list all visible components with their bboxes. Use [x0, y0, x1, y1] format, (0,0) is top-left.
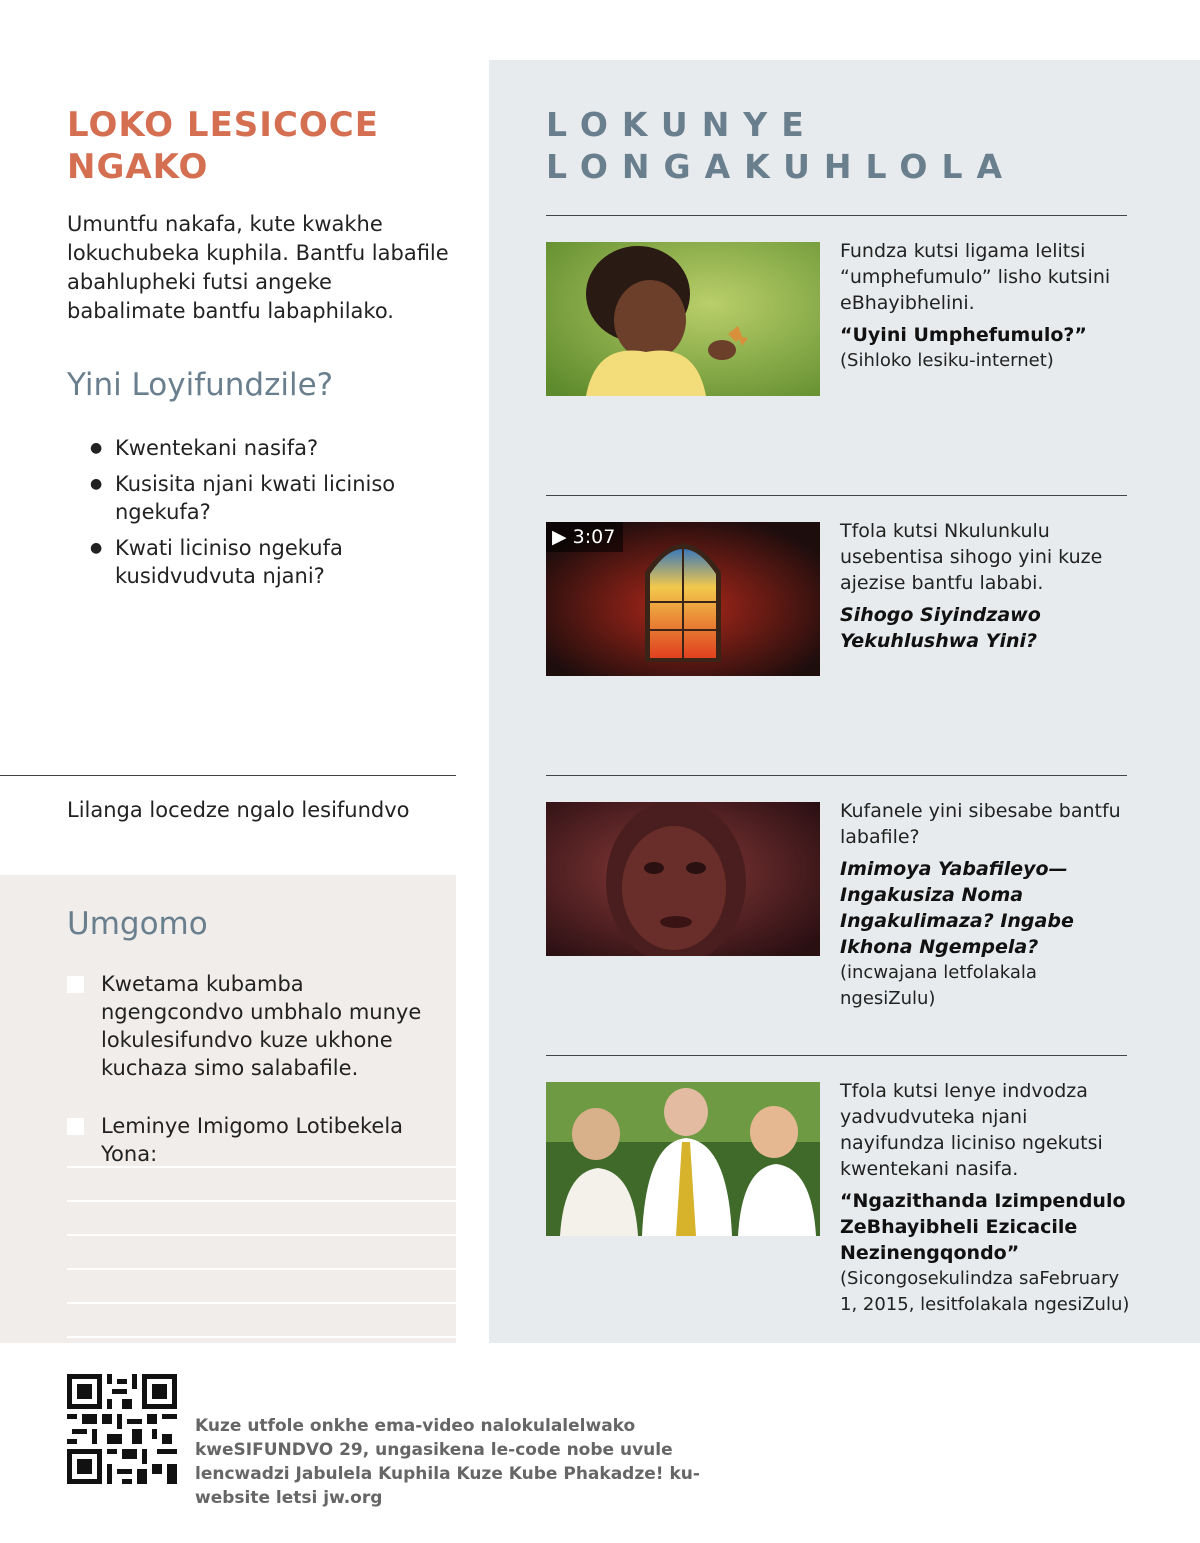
resource-link[interactable]: “Ngazithanda Izimpendulo ZeBhayibheli Ezicacile Nezinengqondo” [840, 1190, 1126, 1264]
summary-title-line2: NGAKO [67, 147, 209, 187]
qr-code-icon[interactable] [67, 1374, 177, 1484]
goal-checkbox[interactable] [67, 976, 84, 993]
resource-item [840, 798, 1132, 1012]
divider [0, 775, 456, 776]
resource-link[interactable]: Sihogo Siyindzawo Yekuhlushwa Yini? [840, 604, 1041, 652]
resource-note: (Sihloko lesiku-internet) [840, 350, 1054, 371]
resource-item [840, 1078, 1132, 1318]
resource-note: (Sicongosekulindza saFebruary 1, 2015, lesitfolakala ngesiZulu) [840, 1268, 1130, 1315]
write-in-line[interactable] [67, 1302, 456, 1304]
more-title-line1: LOKUNYE [546, 105, 818, 144]
footer-note: Kuze utfole onkhe ema-video nalokulalelwako kweSIFUNDVO 29, ungasikena le-code nobe uvule lencwadzi Jabulela Kuphila Kuze Kube Phakadze! ku-website letsi jw.org [195, 1416, 700, 1508]
resource-item [840, 518, 1132, 654]
resource-description: Tfola kutsi lenye indvodza yadvudvuteka njani nayifundza liciniso ngekutsi kwentekani nasifa. [840, 1080, 1103, 1180]
goal-item-other [67, 1112, 452, 1168]
resource-link[interactable]: “Uyini Umphefumulo?” [840, 324, 1087, 346]
divider [546, 215, 1127, 216]
resource-description: Tfola kutsi Nkulunkulu usebentisa sihogo yini kuze ajezise bantfu lababi. [840, 520, 1103, 594]
resource-item [840, 238, 1132, 374]
resource-note: (incwajana letfolakala ngesiZulu) [840, 962, 1037, 1009]
goal-text: Leminye Imigomo Lotibekela Yona: [101, 1114, 404, 1166]
write-in-line[interactable] [67, 1200, 456, 1202]
review-question: ● Kwati liciniso ngekufa kusidvudvuta njani? [90, 534, 450, 590]
goal-panel [0, 875, 456, 1343]
divider [546, 495, 1127, 496]
write-in-line[interactable] [67, 1234, 456, 1236]
stained-glass-fire-video[interactable] [546, 522, 820, 676]
more-title-line2: LONGAKUHLOLA [546, 147, 1017, 186]
girl-with-butterfly-photo[interactable] [546, 242, 820, 396]
summary-title-line1: LOKO LESICOCE [67, 105, 379, 145]
review-question: ● Kwentekani nasifa? [90, 434, 450, 462]
write-in-line[interactable] [67, 1268, 456, 1270]
write-in-line[interactable] [67, 1336, 456, 1338]
more-to-explore-title [546, 104, 1016, 188]
three-people-talking-photo[interactable] [546, 1082, 820, 1236]
man-face-red-light-photo[interactable] [546, 802, 820, 956]
resource-link[interactable]: Imimoya Yabafileyo—Ingakusiza Noma Ingakulimaza? Ingabe Ikhona Ngempela? [840, 858, 1074, 958]
video-duration-badge: ▶ 3:07 [546, 522, 623, 552]
goal-item-memorize [67, 970, 452, 1082]
summary-text: Umuntfu nakafa, kute kwakhe lokuchubeka kuphila. Bantfu labafile abahlupheki futsi angeke babalimate bantfu labaphilako. [67, 212, 449, 323]
goal-text: Kwetama kubamba ngengcondvo umbhalo munye lokulesifundvo kuze ukhone kuchaza simo salabafile. [101, 972, 422, 1080]
date-completed-label: Lilanga locedze ngalo lesifundvo [67, 798, 410, 822]
write-in-line[interactable] [67, 1166, 456, 1168]
goal-title: Umgomo [67, 906, 208, 942]
resource-description: Fundza kutsi ligama lelitsi “umphefumulo” lisho kutsini eBhayibhelini. [840, 240, 1111, 314]
resource-description: Kufanele yini sibesabe bantfu labafile? [840, 800, 1121, 848]
goal-checkbox[interactable] [67, 1118, 84, 1135]
divider [546, 1055, 1127, 1056]
review-question-list [90, 434, 450, 598]
review-title: Yini Loyifundzile? [67, 367, 334, 403]
summary-title [67, 104, 379, 188]
divider [546, 775, 1127, 776]
review-question: ● Kusisita njani kwati liciniso ngekufa? [90, 470, 450, 526]
